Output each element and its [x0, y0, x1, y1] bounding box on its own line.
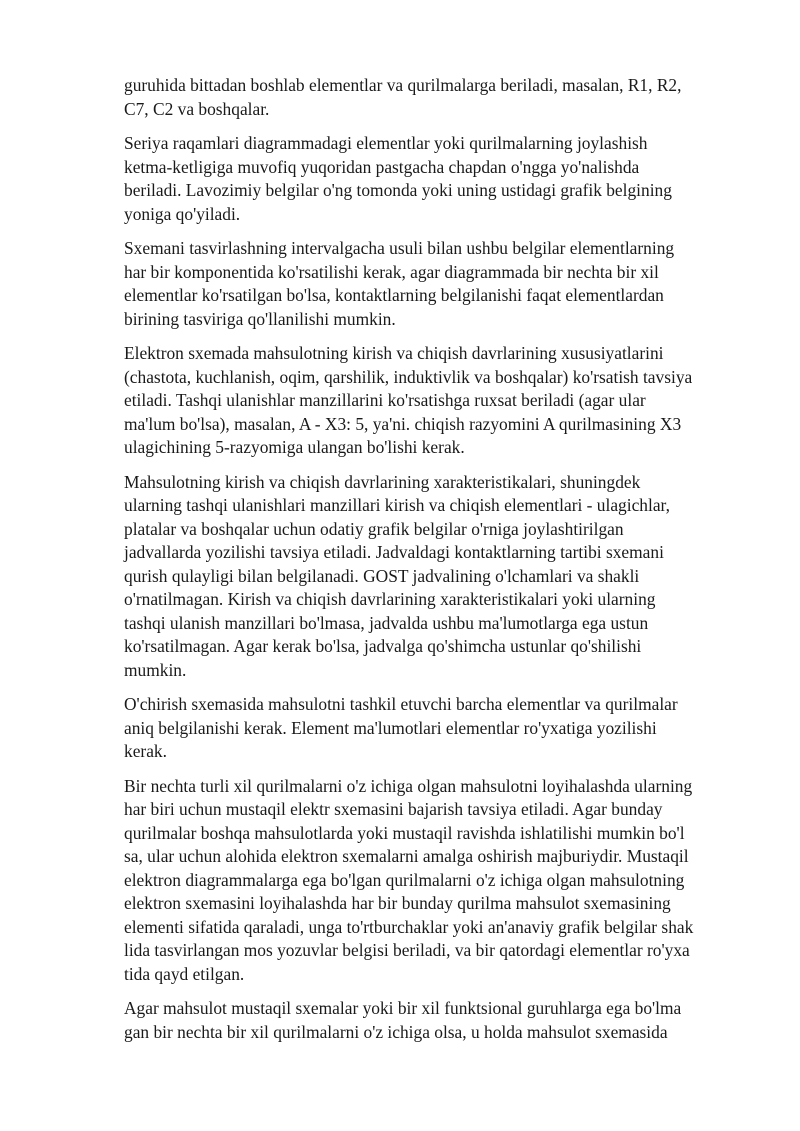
text-line: platalar va boshqalar uchun odatiy grafik belgilar o'rniga joylashtirilgan: [124, 518, 624, 539]
text-line: tashqi ulanish manzillari bo'lmasa, jadvalda ushbu ma'lumotlarga ega ustun: [124, 612, 649, 633]
text-line: elementi sifatida qaraladi, unga to'rtburchaklar yoki an'anaviy grafik belgilar shak: [124, 916, 694, 937]
text-line: birining tasviriga qo'llanilishi mumkin.: [124, 308, 396, 329]
text-line: (chastota, kuchlanish, oqim, qarshilik, induktivlik va boshqalar) ko'rsatish tavsiya: [124, 366, 693, 387]
text-line: O'chirish sxemasida mahsulotni tashkil etuvchi barcha elementlar va qurilmalar: [124, 694, 678, 714]
paragraph: [124, 471, 744, 683]
text-line: Agar mahsulot mustaqil sxemalar yoki bir xil funktsional guruhlarga ega bo'lma: [124, 998, 682, 1018]
text-line: beriladi. Lavozimiy belgilar o'ng tomonda yoki uning ustidagi grafik belgining: [124, 180, 672, 200]
text-line: ko'rsatilmagan. Agar kerak bo'lsa, jadvalga qo'shimcha ustunlar qo'shilishi: [124, 636, 642, 656]
text-line: har biri uchun mustaqil elektr sxemasini bajarish tavsiya etiladi. Agar bunday: [124, 799, 663, 819]
text-line: gan bir nechta bir xil qurilmalarni o'z ichiga olsa, u holda mahsulot sxemasida: [124, 1021, 668, 1042]
text-line: guruhida bittadan boshlab elementlar va qurilmalarga beriladi, masalan, R1, R2,: [124, 75, 682, 95]
text-line: ma'lum bo'lsa), masalan, A - X3: 5, ya'ni. chiqish razyomini A qurilmasining X3: [124, 413, 682, 434]
text-line: har bir komponentida ko'rsatilishi kerak, agar diagrammada bir nechta bir xil: [124, 261, 659, 282]
text-line: lida tasvirlangan mos yozuvlar belgisi beriladi, va bir qatordagi elementlar ro'yxa: [124, 940, 690, 960]
text-line: Sxemani tasvirlashning intervalgacha usuli bilan ushbu belgilar elementlarning: [124, 238, 675, 258]
text-line: Mahsulotning kirish va chiqish davrlarining xarakteristikalari, shuningdek: [124, 471, 641, 492]
text-line: ularning tashqi ulanishlari manzillari kirish va chiqish elementlari - ulagichlar,: [124, 495, 670, 515]
paragraph: [124, 132, 744, 226]
text-line: yoniga qo'yiladi.: [124, 203, 241, 224]
text-line: tida qayd etilgan.: [124, 963, 245, 984]
text-line: etiladi. Tashqi ulanishlar manzillarini ko'rsatishga ruxsat beriladi (agar ular: [124, 390, 646, 410]
text-line: elektron sxemasini loyihalashda har bir bunday qurilma mahsulot sxemasining: [124, 893, 671, 913]
text-line: C7, C2 va boshqalar.: [124, 98, 270, 119]
text-line: Elektron sxemada mahsulotning kirish va chiqish davrlarining xususiyatlarini: [124, 343, 664, 363]
text-line: qurilmalar boshqa mahsulotlarda yoki mustaqil ravishda ishlatilishi mumkin bo'l: [124, 822, 685, 843]
text-line: mumkin.: [124, 659, 187, 680]
text-line: jadvallarda yozilishi tavsiya etiladi. Jadvaldagi kontaktlarning tartibi sxemani: [124, 542, 664, 562]
paragraph: [124, 775, 744, 987]
text-line: Seriya raqamlari diagrammadagi elementlar yoki qurilmalarning joylashish: [124, 133, 648, 153]
text-line: qurish qulayligi bilan belgilanadi. GOST jadvalining o'lchamlari va shakli: [124, 565, 640, 586]
text-line: Bir nechta turli xil qurilmalarni o'z ichiga olgan mahsulotni loyihalashda ularning: [124, 775, 693, 796]
text-line: sa, ular uchun alohida elektron sxemalarni amalga oshirish majburiydir. Mustaqil: [124, 846, 689, 866]
text-line: o'rnatilmagan. Kirish va chiqish davrlarining xarakteristikalari yoki ularning: [124, 589, 656, 609]
text-line: elementlar ko'rsatilgan bo'lsa, kontaktlarning belgilanishi faqat elementlardan: [124, 285, 664, 305]
paragraph: [124, 74, 744, 121]
paragraph: [124, 342, 744, 460]
text-line: elektron diagrammalarga ega bo'lgan qurilmalarni o'z ichiga olgan mahsulotning: [124, 869, 685, 890]
text-line: ulagichining 5-razyomiga ulangan bo'lishi kerak.: [124, 437, 465, 457]
document-page: [124, 74, 744, 1055]
text-line: ketma-ketligiga muvofiq yuqoridan pastgacha chapdan o'ngga yo'nalishda: [124, 156, 640, 177]
text-line: aniq belgilanishi kerak. Element ma'lumotlari elementlar ro'yxatiga yozilishi: [124, 717, 657, 738]
paragraph: [124, 237, 744, 331]
paragraph: [124, 997, 744, 1044]
paragraph: [124, 693, 744, 764]
text-line: kerak.: [124, 741, 167, 761]
